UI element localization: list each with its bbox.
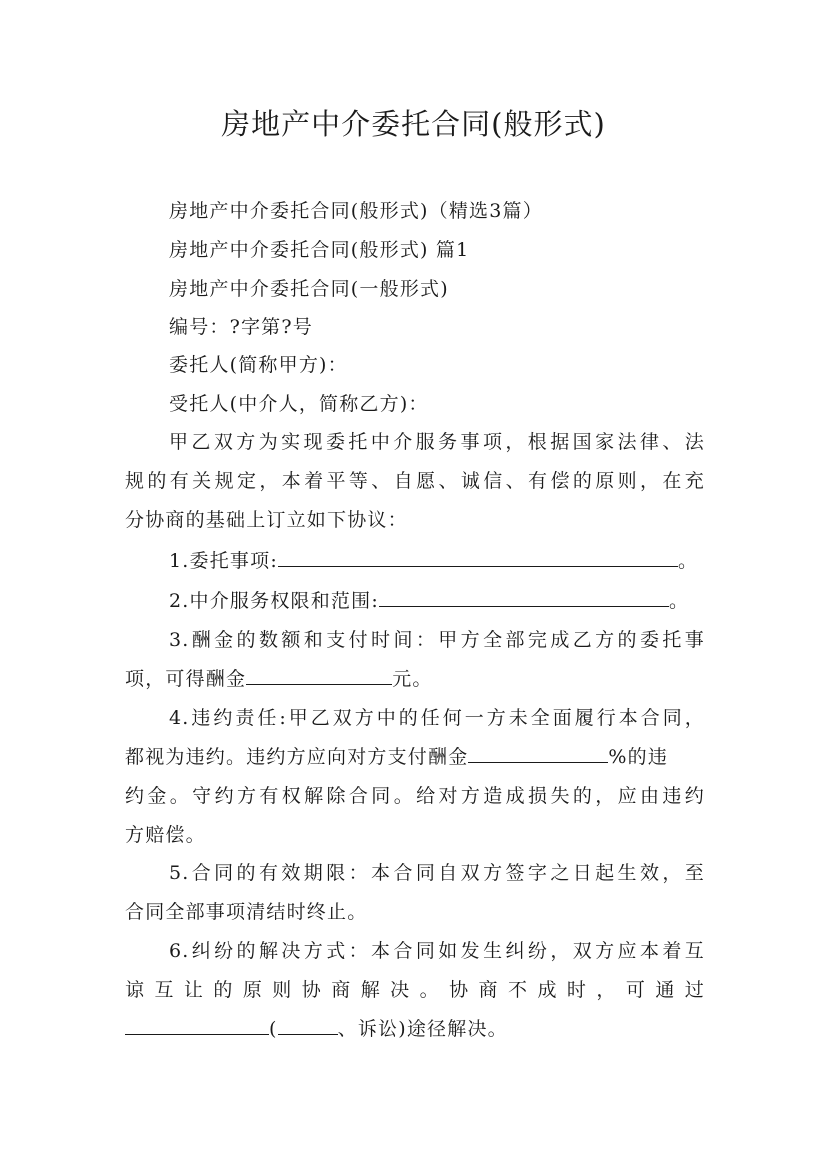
intro-paragraph-line: 分协商的基础上订立如下协议： (125, 509, 408, 531)
intro-paragraph-line: 规的有关规定，本着平等、自愿、诚信、有偿的原则，在充 (125, 470, 705, 492)
clause-4-pre: 都视为违约。违约方应向对方支付酬金 (125, 746, 469, 768)
clause-3-pre: 项，可得酬金 (125, 668, 247, 690)
clause-3-post: 元。 (392, 668, 433, 690)
clause-5-line: 5.合同的有效期限：本合同自双方签字之日起生效，至 (169, 862, 705, 884)
clause-1-label: 1.委托事项: (169, 550, 278, 572)
document-title: 房地产中介委托合同(般形式) (221, 107, 606, 141)
clause-4-line: 方赔偿。 (125, 824, 206, 846)
clause-6-post: 、诉讼)途径解决。 (337, 1018, 508, 1040)
clause-6-line: 谅互让的原则协商解决。协商不成时，可通过 (125, 979, 705, 1001)
party-b-line: 受托人(中介人，简称乙方)： (169, 393, 429, 415)
contract-name: 房地产中介委托合同(一般形式) (169, 278, 449, 300)
arbitration-blank (278, 1013, 338, 1035)
clause-2-label: 2.中介服务权限和范围: (169, 590, 379, 612)
clause-2-end: 。 (668, 590, 690, 612)
dispute-method-blank (125, 1013, 269, 1035)
section-heading: 房地产中介委托合同(般形式) 篇1 (169, 239, 470, 261)
clause-4-line: 4.违约责任:甲乙双方中的任何一方未全面履行本合同， (169, 707, 705, 729)
penalty-percent-blank (468, 741, 608, 763)
clause-6-line: 6.纠纷的解决方式：本合同如发生纠纷，双方应本着互 (169, 940, 705, 962)
subtitle-line: 房地产中介委托合同(般形式)（精选3篇） (169, 200, 543, 222)
intro-paragraph-line: 甲乙双方为实现委托中介服务事项，根据国家法律、法 (169, 431, 705, 453)
clause-5-line: 合同全部事项清结时终止。 (125, 901, 368, 923)
clause-1-blank (278, 545, 678, 567)
contract-number: 编号：?字第?号 (169, 316, 313, 338)
clause-3-line: 3.酬金的数额和支付时间：甲方全部完成乙方的委托事 (169, 629, 705, 651)
clause-4-line (125, 738, 705, 776)
clause-4-line: 约金。守约方有权解除合同。给对方造成损失的，应由违约 (125, 785, 705, 807)
clause-2 (169, 582, 705, 620)
clause-1-end: 。 (677, 550, 699, 572)
clause-6-line (125, 1010, 705, 1048)
clause-2-blank (379, 585, 669, 607)
clause-6-paren: ( (269, 1018, 278, 1040)
clause-4-post: %的违 (608, 746, 669, 768)
party-a-line: 委托人(简称甲方)： (169, 354, 348, 376)
clause-1 (169, 542, 705, 580)
clause-3-line (125, 660, 705, 698)
fee-blank (246, 663, 392, 685)
